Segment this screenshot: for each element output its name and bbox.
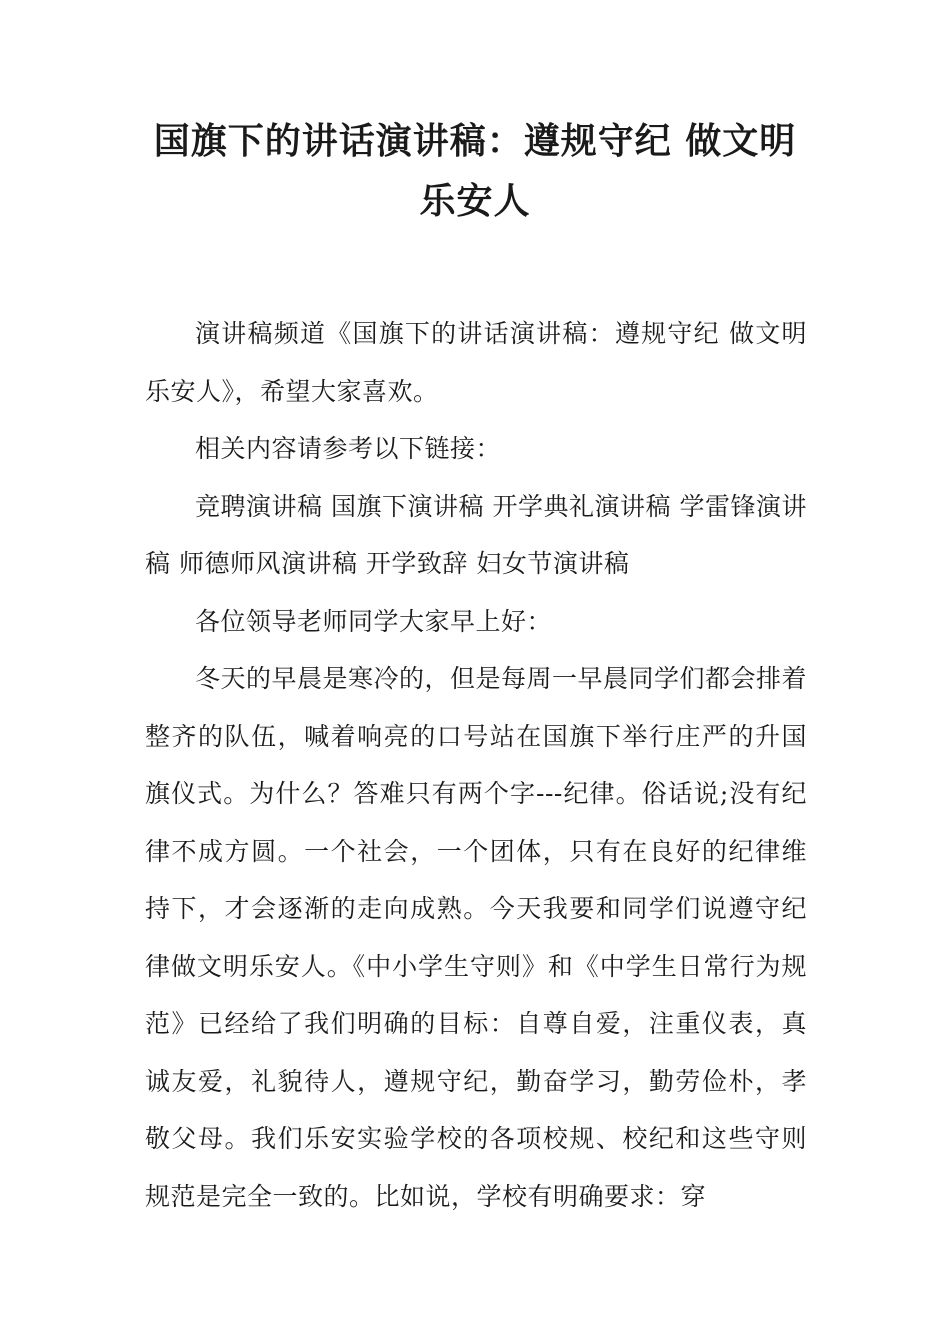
greeting-paragraph: 各位领导老师同学大家早上好： bbox=[195, 606, 553, 636]
document-title: 国旗下的讲话演讲稿：遵规守纪 做文明乐安人 bbox=[153, 121, 797, 222]
document-body bbox=[145, 305, 807, 1225]
speech-paragraph: 冬天的早晨是寒冷的，但是每周一早晨同学们都会排着整齐的队伍，喊着响亮的口号站在国旗下举行庄严的升国旗仪式。为什么？答难只有两个字---纪律。俗话说;没有纪律不成方圆。一个社会，一个团体，只有在良好的纪律维持下，才会逐渐的走向成熟。今天我要和同学们说遵守纪律做文明乐安人。《中小学生守则》和《中学生日常行为规范》已经给了我们明确的目标：自尊自爱，注重仪表，真诚友爱，礼貌待人，遵规守纪，勤奋学习，勤劳俭朴，孝敬父母。我们乐安实验学校的各项校规、校纪和这些守则规范是完全一致的。比如说，学校有明确要求：穿 bbox=[145, 664, 808, 1211]
related-links-heading: 相关内容请参考以下链接： bbox=[195, 434, 502, 463]
intro-paragraph: 演讲稿频道《国旗下的讲话演讲稿：遵规守纪 做文明乐安人》，希望大家喜欢。 bbox=[145, 319, 807, 406]
related-links-list: 竞聘演讲稿 国旗下演讲稿 开学典礼演讲稿 学雷锋演讲稿 师德师风演讲稿 开学致辞 妇女节演讲稿 bbox=[145, 491, 807, 578]
